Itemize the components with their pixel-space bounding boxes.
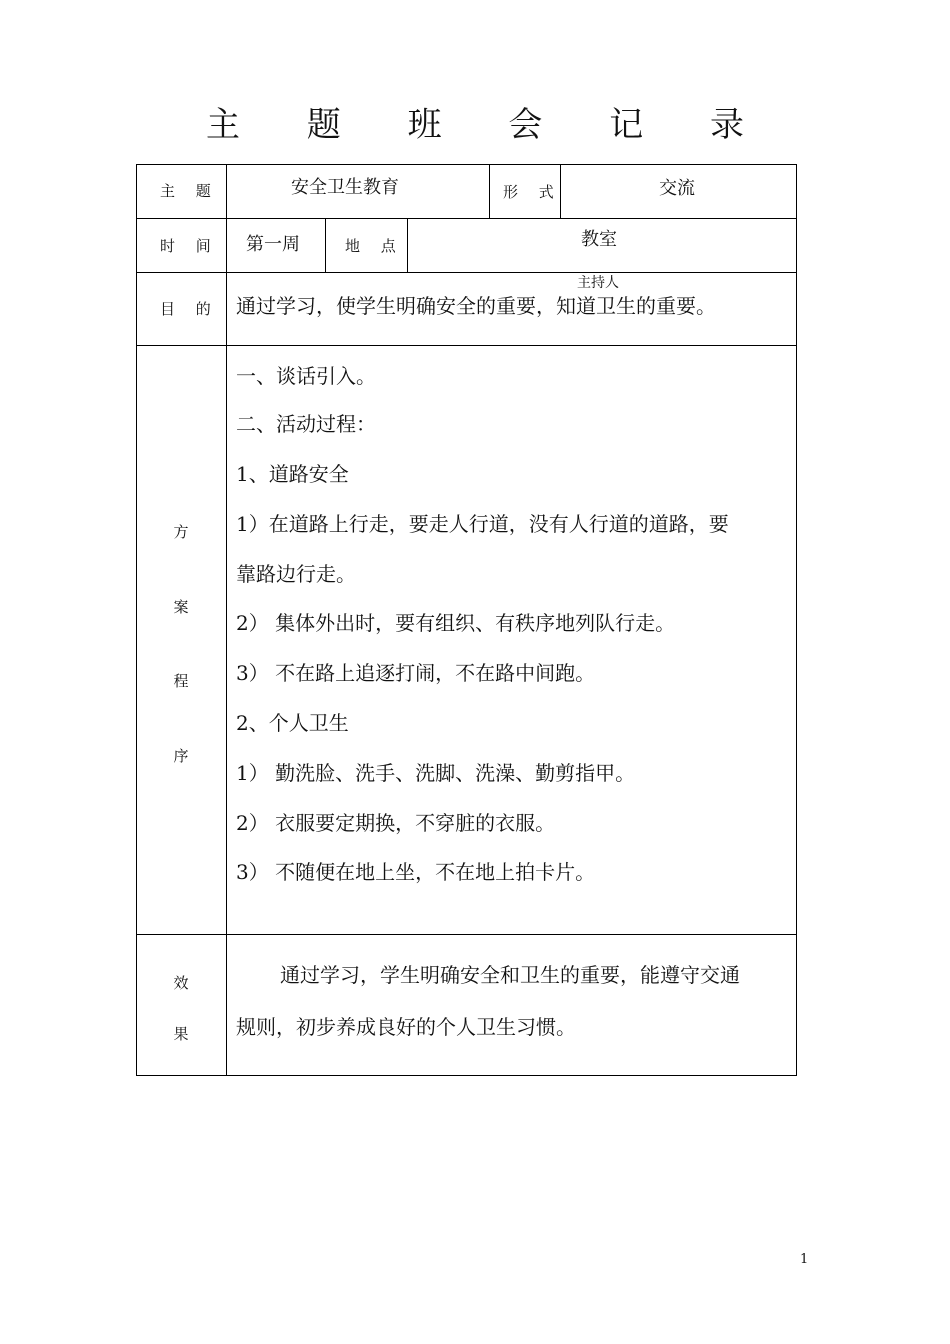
table-divider [136,218,797,219]
form-value: 交流 [659,178,695,199]
table-divider [407,218,408,272]
procedure-line: 2） 集体外出时，要有组织、有秩序地列队行走。 [236,611,676,635]
time-value: 第一周 [246,234,300,255]
procedure-label-char: 程 [173,672,189,690]
form-label: 形 式 [503,183,562,201]
time-label: 时 间 [160,237,219,255]
procedure-line: 3） 不在路上追逐打闹，不在路中间跑。 [236,661,596,685]
procedure-line: 二、活动过程： [236,412,376,436]
topic-value: 安全卫生教育 [291,177,399,198]
page-number: 1 [800,1252,809,1267]
procedure-line: 3） 不随便在地上坐，不在地上拍卡片。 [236,860,596,884]
table-divider [489,164,490,218]
table-divider [226,164,227,1076]
procedure-line: 靠路边行走。 [236,562,356,586]
effect-label-char: 效 [173,974,189,992]
effect-label-char: 果 [173,1025,189,1043]
effect-line: 通过学习，学生明确安全和卫生的重要，能遵守交通 [280,963,740,987]
procedure-label-char: 方 [173,523,189,541]
place-label: 地 点 [345,237,404,255]
table-divider [136,272,797,273]
procedure-line: 1） 勤洗脸、洗手、洗脚、洗澡、勤剪指甲。 [236,761,636,785]
procedure-line: 2） 衣服要定期换，不穿脏的衣服。 [236,811,556,835]
table-divider [136,934,797,935]
host-label: 主持人 [577,275,619,291]
procedure-line: 一、谈话引入。 [236,364,376,388]
effect-line: 规则，初步养成良好的个人卫生习惯。 [236,1015,576,1039]
procedure-line: 1）在道路上行走，要走人行道，没有人行道的道路，要 [236,512,729,536]
purpose-value: 通过学习，使学生明确安全的重要，知道卫生的重要。 [236,294,716,318]
procedure-line: 1、道路安全 [236,462,349,486]
procedure-line: 2、个人卫生 [236,711,349,735]
purpose-label: 目 的 [160,300,219,318]
table-divider [325,218,326,272]
document-title: 主 题 班 会 记 录 [205,105,773,145]
procedure-label-char: 案 [173,598,189,616]
table-divider [136,345,797,346]
topic-label: 主 题 [160,182,219,200]
procedure-label-char: 序 [173,747,189,765]
place-value: 教室 [581,229,617,250]
